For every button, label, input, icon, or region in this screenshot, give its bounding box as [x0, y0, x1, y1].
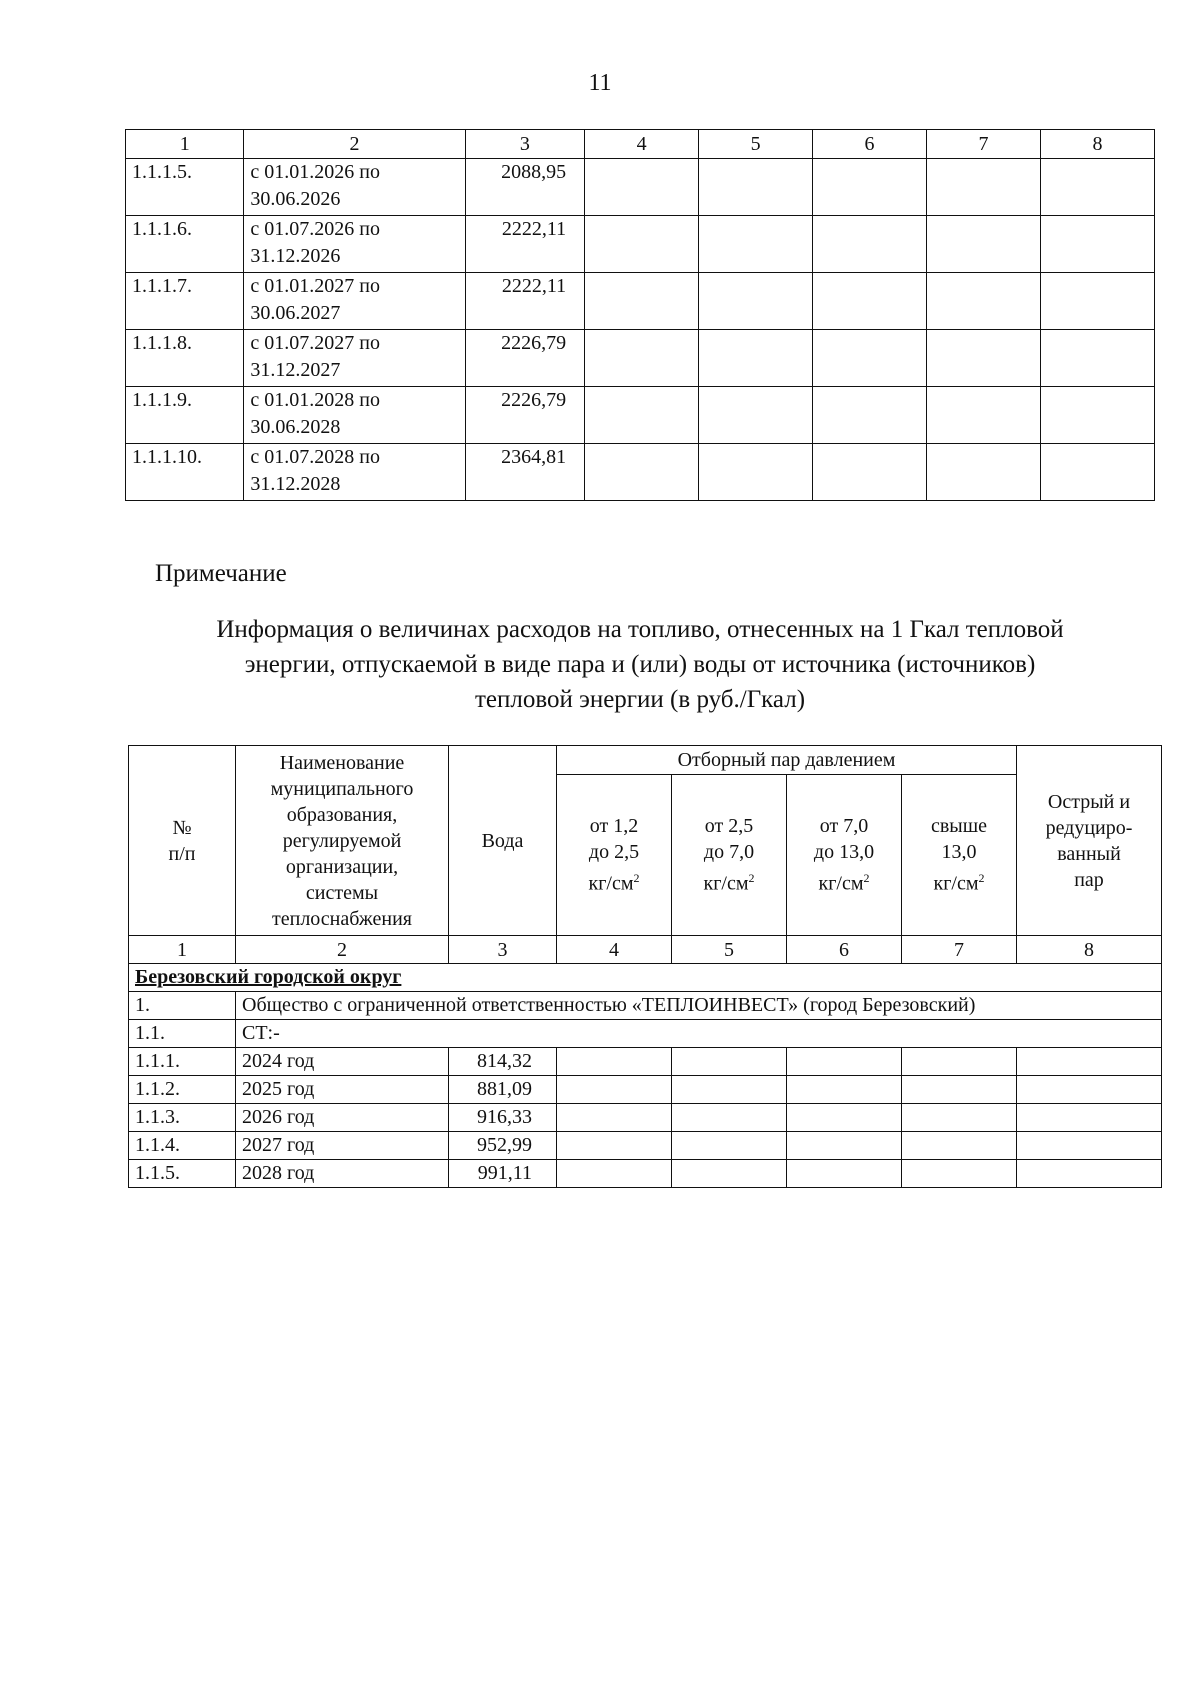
- value-cell: 2222,11: [465, 216, 584, 273]
- period-cell: с 01.07.2026 по 31.12.2026: [244, 216, 465, 273]
- table-row: [129, 1132, 1162, 1160]
- row-number: 1.: [129, 992, 236, 1020]
- water-value: 952,99: [449, 1132, 557, 1160]
- table-row: [126, 273, 1155, 330]
- col-number: 6: [787, 936, 902, 964]
- header-steam-col: свыше 13,0 $кг/см^2$: [902, 775, 1017, 936]
- note-label: Примечание: [155, 560, 287, 587]
- header-water: Вода: [449, 746, 557, 936]
- row-number: 1.1.: [129, 1020, 236, 1048]
- water-value: 991,11: [449, 1160, 557, 1188]
- period-cell: с 01.01.2026 по 30.06.2026: [244, 159, 465, 216]
- value-cell: 2226,79: [465, 387, 584, 444]
- region-name: Березовский городской округ: [129, 964, 1162, 992]
- value-cell: 2088,95: [465, 159, 584, 216]
- row-number: 1.1.1.5.: [126, 159, 244, 216]
- period-cell: с 01.07.2027 по 31.12.2027: [244, 330, 465, 387]
- system-row: [129, 1020, 1162, 1048]
- col-header: 5: [699, 130, 813, 159]
- row-number: 1.1.1.9.: [126, 387, 244, 444]
- col-header: 1: [126, 130, 244, 159]
- col-number: 1: [129, 936, 236, 964]
- header-name: Наименование муниципального образования, регулируемой организации, системы теплоснабжения: [236, 746, 449, 936]
- tariff-table-continued: [125, 129, 1155, 501]
- header-sharp-steam: Острый и редуциро- ванный пар: [1017, 746, 1162, 936]
- header-steam-col: от 1,2 до 2,5 $кг/см^2$: [557, 775, 672, 936]
- row-number: 1.1.1.7.: [126, 273, 244, 330]
- table-row: [126, 330, 1155, 387]
- row-number: 1.1.1.6.: [126, 216, 244, 273]
- period-cell: с 01.07.2028 по 31.12.2028: [244, 444, 465, 501]
- row-number: 1.1.1.10.: [126, 444, 244, 501]
- organization-name: Общество с ограниченной ответственностью «ТЕПЛОИНВЕСТ» (город Березовский): [236, 992, 1162, 1020]
- row-number: 1.1.1.8.: [126, 330, 244, 387]
- value-cell: 2222,11: [465, 273, 584, 330]
- column-number-row: [126, 130, 1155, 159]
- table-row: [126, 444, 1155, 501]
- year-cell: 2026 год: [236, 1104, 449, 1132]
- organization-row: [129, 992, 1162, 1020]
- col-header: 3: [465, 130, 584, 159]
- table-row: [126, 216, 1155, 273]
- col-number: 2: [236, 936, 449, 964]
- region-row: [129, 964, 1162, 992]
- water-value: 814,32: [449, 1048, 557, 1076]
- col-number: 4: [557, 936, 672, 964]
- system-name: СТ:-: [236, 1020, 1162, 1048]
- column-number-row: [129, 936, 1162, 964]
- year-cell: 2024 год: [236, 1048, 449, 1076]
- period-cell: с 01.01.2028 по 30.06.2028: [244, 387, 465, 444]
- header-num: № п/п: [129, 746, 236, 936]
- year-cell: 2028 год: [236, 1160, 449, 1188]
- row-number: 1.1.3.: [129, 1104, 236, 1132]
- col-header: 4: [585, 130, 699, 159]
- col-number: 5: [672, 936, 787, 964]
- row-number: 1.1.1.: [129, 1048, 236, 1076]
- col-number: 8: [1017, 936, 1162, 964]
- value-cell: 2364,81: [465, 444, 584, 501]
- col-header: 6: [813, 130, 927, 159]
- water-value: 916,33: [449, 1104, 557, 1132]
- col-header: 8: [1040, 130, 1154, 159]
- col-number: 3: [449, 936, 557, 964]
- table-row: [129, 1076, 1162, 1104]
- page-number: 11: [588, 70, 612, 96]
- row-number: 1.1.2.: [129, 1076, 236, 1104]
- fuel-cost-table: [128, 745, 1162, 1188]
- table-row: [126, 159, 1155, 216]
- year-cell: 2025 год: [236, 1076, 449, 1104]
- col-number: 7: [902, 936, 1017, 964]
- table-row: [129, 1104, 1162, 1132]
- col-header: 2: [244, 130, 465, 159]
- table-row: [129, 1160, 1162, 1188]
- row-number: 1.1.5.: [129, 1160, 236, 1188]
- water-value: 881,09: [449, 1076, 557, 1104]
- value-cell: 2226,79: [465, 330, 584, 387]
- header-steam-col: от 2,5 до 7,0 $кг/см^2$: [672, 775, 787, 936]
- year-cell: 2027 год: [236, 1132, 449, 1160]
- period-cell: с 01.01.2027 по 30.06.2027: [244, 273, 465, 330]
- header-row: [129, 746, 1162, 775]
- table-row: [129, 1048, 1162, 1076]
- header-steam-group: Отборный пар давлением: [557, 746, 1017, 775]
- row-number: 1.1.4.: [129, 1132, 236, 1160]
- table-row: [126, 387, 1155, 444]
- header-steam-col: от 7,0 до 13,0 $кг/см^2$: [787, 775, 902, 936]
- section-title: Информация о величинах расходов на топливо, отнесенных на 1 Гкал тепловой энергии, отпускаемой в виде пара и (или) воды от источника (источников) тепловой энергии (в руб./Гкал): [216, 616, 1064, 713]
- col-header: 7: [927, 130, 1041, 159]
